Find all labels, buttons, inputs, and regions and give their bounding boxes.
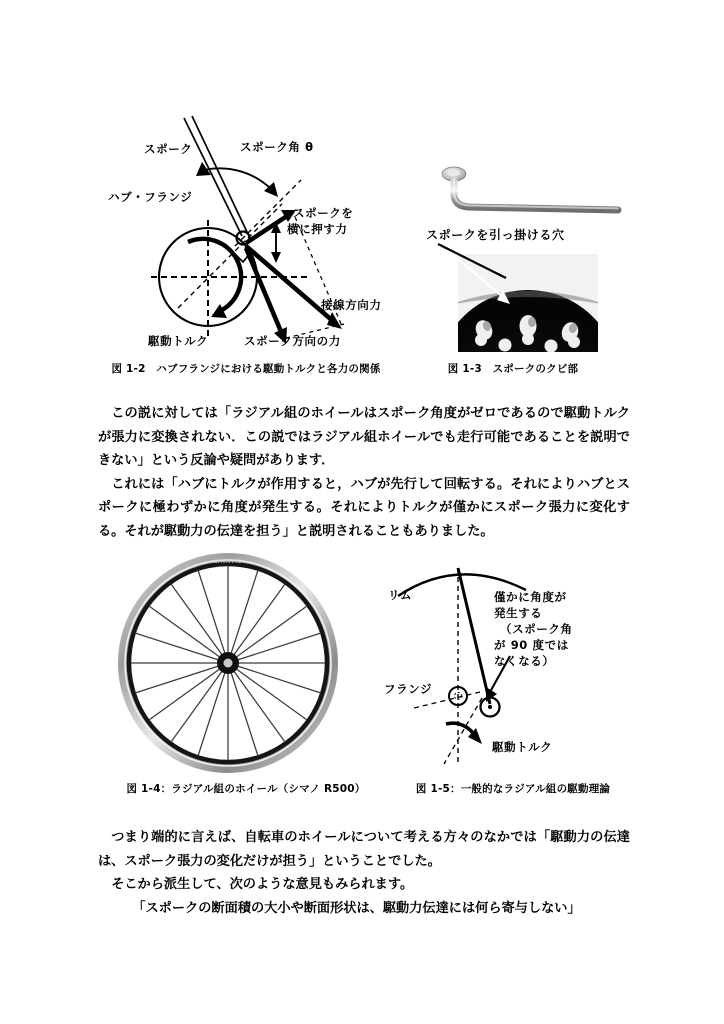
caption-row-bottom [96, 781, 630, 796]
rim-decal: SHIMANO [213, 559, 243, 565]
drive-torque-arc [188, 239, 241, 312]
label-spoke: スポーク [144, 142, 193, 156]
label-spoke-hook-hole: スポークを引っ掛ける穴 [426, 228, 565, 242]
label-spoke-angle: スポーク角 θ [240, 140, 314, 154]
caption-figure-1-2: 図 1-2 ハブフランジにおける駆動トルクと各力の関係 [111, 363, 381, 375]
figure-1-3-photos [426, 162, 626, 372]
spoke-hook-hole-pointer [436, 242, 516, 282]
label-drive-torque: 駆動トルク [492, 740, 553, 754]
label-lateral-push-force-line1: スポークを [293, 206, 354, 220]
note-line-3: （スポーク角 [500, 622, 573, 636]
note-line-1: 僅かに角度が [494, 590, 567, 604]
note-line-4: が 90 度では [494, 638, 569, 652]
label-flange: フランジ [384, 682, 433, 696]
paragraph-counterargument: この説に対しては「ラジアル組のホイールはスポーク角度がゼロであるので駆動トルクが張力に変換されない．この説ではラジアル組ホイールでも走行可能であることを説明できない」という反論や疑問があります． [98, 406, 630, 468]
label-rim: リム [388, 588, 413, 602]
body-text-top [98, 402, 630, 543]
paragraph-quoted-opinion: 「スポークの断面積の大小や断面形状は、駆動力伝達には何ら寄与しない」 [132, 900, 581, 916]
caption-figure-1-4: 図 1-4：ラジアル組のホイール（シマノ R500） [126, 783, 366, 795]
radial-laced-wheel-photo [114, 552, 342, 774]
inclined-spoke-line [458, 568, 490, 704]
hub-axle [224, 659, 233, 668]
flange-hole-displaced-center [488, 705, 492, 709]
figure-block-top [96, 122, 630, 372]
body-text-bottom [98, 826, 630, 920]
caption-figure-1-3: 図 1-3 スポークのクビ部 [447, 363, 579, 375]
label-tangential-force: 接線方向力 [321, 298, 382, 312]
figure-block-bottom [96, 552, 630, 777]
paragraph-hub-lead-explanation: これには「ハブにトルクが作用すると，ハブが先行して回転する。それによりハブとスポークに極わずかに角度が発生する。それによりトルクが僅かにスポーク張力に変化する。それが駆動力の伝達を担う」と説明されることもありました。 [98, 476, 630, 539]
note-line-5: なくなる） [494, 654, 555, 668]
spoke-line-a [184, 118, 242, 236]
caption-row-top [96, 361, 630, 376]
note-line-2: 発生する [494, 606, 543, 620]
label-hub-flange: ハブ・フランジ [108, 190, 193, 204]
figure-1-4-wheel [114, 552, 370, 777]
paragraph-summary: つまり端的に言えば、自転車のホイールについて考える方々のなかでは「駆動力の伝達は、スポーク張力の変化だけが担う」ということでした。 [98, 830, 630, 869]
label-lateral-push-force-line2: 横に押す力 [287, 222, 348, 236]
label-drive-torque: 駆動トルク [148, 334, 209, 348]
paragraph-derived-opinion-intro: そこから派生して、次のような意見もみられます。 [111, 877, 414, 892]
spoke-elbow-photo [432, 162, 622, 220]
caption-figure-1-5: 図 1-5：一般的なラジアル組の駆動理論 [415, 783, 611, 795]
figure-1-2-diagram [96, 122, 396, 372]
figure-1-5-diagram [384, 552, 630, 777]
double-arrow-head-down [271, 252, 281, 263]
label-spoke-direction-force: スポーク方向の力 [244, 334, 341, 348]
